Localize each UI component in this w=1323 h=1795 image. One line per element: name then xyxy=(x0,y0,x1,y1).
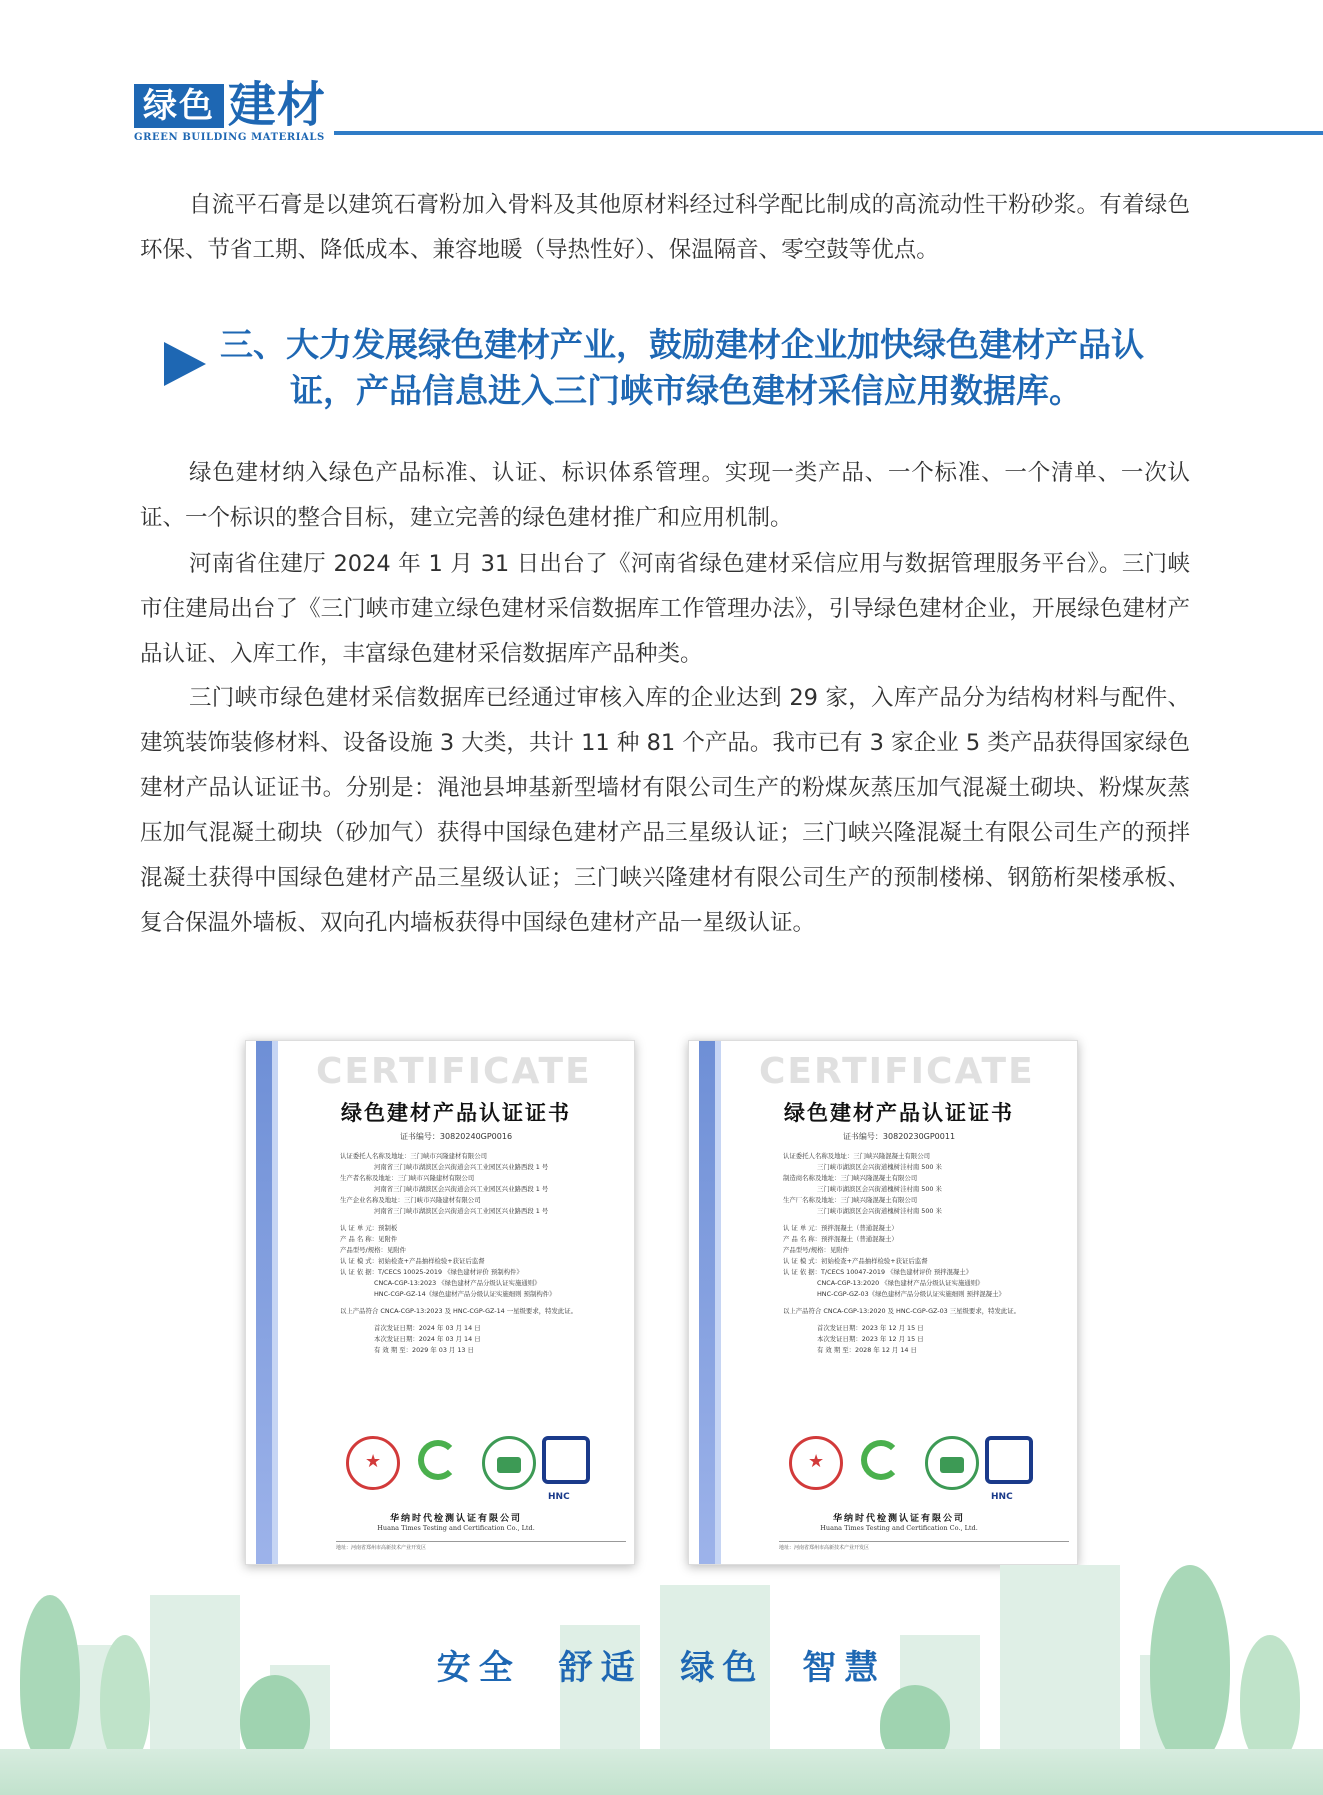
certificate-image xyxy=(688,1040,1078,1565)
certificate-line: 本次发证日期：2023 年 12 月 15 日 xyxy=(817,1335,924,1343)
hnc-logo-icon xyxy=(542,1436,590,1484)
certificate-line: 制造商名称及地址：三门峡兴隆混凝土有限公司 xyxy=(783,1174,918,1182)
certificate-band xyxy=(256,1041,272,1565)
certificate-line: 产品型号/规格：见附件 xyxy=(783,1246,850,1254)
body-paragraph: 三门峡市绿色建材采信数据库已经通过审核入库的企业达到 29 家，入库产品分为结构材料与配件、建筑装饰装修材料、设备设施 3 大类，共计 11 种 81 个产品。我市已有 3 家企业 5 类产品获得国家绿色建材产品认证证书。分别是：渑池县坤基新型墙材有限公司生产的粉煤灰蒸压加气混凝土砌块、粉煤灰蒸压加气混凝土砌块（砂加气）获得中国绿色建材产品三星级认证；三门峡兴隆混凝土有限公司生产的预拌混凝土获得中国绿色建材产品三星级认证；三门峡兴隆建材有限公司生产的预制楼梯、钢筋桁架楼承板、复合保温外墙板、双向孔内墙板获得中国绿色建材产品一星级认证。 xyxy=(140,685,1190,936)
green-product-logo-icon xyxy=(482,1436,536,1490)
certificate-line: 以上产品符合 CNCA-CGP-13:2020 及 HNC-CGP-GZ-03 三星级要求，特发此证。 xyxy=(783,1307,1021,1315)
certificate-line: 河南省三门峡市湖滨区会兴街道会兴工业园区兴业路西段 1 号 xyxy=(374,1207,549,1215)
certificate-line: 三门峡市湖滨区会兴街道槐树洼村南 500 米 xyxy=(817,1207,942,1215)
certificate-line: 三门峡市湖滨区会兴街道槐树洼村南 500 米 xyxy=(817,1185,942,1193)
body-paragraph: 河南省住建厅 2024 年 1 月 31 日出台了《河南省绿色建材采信应用与数据管理服务平台》。三门峡市住建局出台了《三门峡市建立绿色建材采信数据库工作管理办法》，引导绿色建材企业，开展绿色建材产品认证、入库工作，丰富绿色建材采信数据库产品种类。 xyxy=(140,551,1190,667)
certificate-seals xyxy=(789,1436,1029,1500)
certificate-image xyxy=(245,1040,635,1565)
hnc-logo-icon xyxy=(985,1436,1033,1484)
body-paragraph: 绿色建材纳入绿色产品标准、认证、标识体系管理。实现一类产品、一个标准、一个清单、一次认证、一个标识的整合目标，建立完善的绿色建材推广和应用机制。 xyxy=(140,460,1190,531)
certificate-line: 认 证 依 据：T/CECS 10047-2019 《绿色建材评价 预拌混凝土》 xyxy=(783,1268,973,1276)
certificate-line: 产 品 名 称：见附件 xyxy=(340,1235,398,1243)
certificate-details xyxy=(340,1151,610,1356)
certificate-line: 认证委托人名称及地址：三门峡兴隆混凝土有限公司 xyxy=(783,1152,930,1160)
certificate-issuer: 华纳时代检测认证有限公司 xyxy=(389,1514,522,1524)
green-product-logo-icon xyxy=(925,1436,979,1490)
certificate-line: 首次发证日期：2023 年 12 月 15 日 xyxy=(817,1324,924,1332)
certificate-footer: 地址：河南省郑州市高新技术产业开发区 xyxy=(779,1541,1069,1551)
certificate-line: 以上产品符合 CNCA-CGP-13:2023 及 HNC-CGP-GZ-14 一星级要求，特发此证。 xyxy=(340,1307,578,1315)
certificate-line: 生产企业名称及地址：三门峡市兴隆建材有限公司 xyxy=(340,1196,481,1204)
ground-strip xyxy=(0,1749,1323,1795)
certificate-details xyxy=(783,1151,1053,1356)
certificate-line: 认证委托人名称及地址：三门峡市兴隆建材有限公司 xyxy=(340,1152,487,1160)
logo-subtitle: GREEN BUILDING MATERIALS xyxy=(134,132,325,143)
certificate-band xyxy=(272,1041,278,1565)
cgp-logo-icon xyxy=(857,1436,907,1490)
certificate-issuer-en: Huana Times Testing and Certification Co., Ltd. xyxy=(377,1524,535,1532)
magazine-logo xyxy=(134,78,334,148)
certificate-seals xyxy=(346,1436,586,1500)
certificate-line: 河南省三门峡市湖滨区会兴街道会兴工业园区兴业路西段 1 号 xyxy=(374,1163,549,1171)
certificate-line: 三门峡市湖滨区会兴街道槐树洼村南 500 米 xyxy=(817,1163,942,1171)
certificate-line: 认 证 依 据：T/CECS 10025-2019 《绿色建材评价 预制构件》 xyxy=(340,1268,523,1276)
certificate-number: 证书编号：30820230GP0011 xyxy=(842,1132,956,1141)
certificate-line: 认 证 单 元：预拌混凝土（普通混凝土） xyxy=(783,1224,898,1232)
certificate-band xyxy=(715,1041,721,1565)
section-heading xyxy=(220,322,1200,414)
certificate-line: HNC-CGP-GZ-14《绿色建材产品分级认证实施细则 预制构件》 xyxy=(374,1290,556,1298)
certificate-number: 证书编号：30820240GP0016 xyxy=(399,1132,513,1141)
certificate-line: 有 效 期 至：2028 年 12 月 14 日 xyxy=(817,1346,917,1354)
red-seal-icon xyxy=(346,1436,400,1490)
certificate-line: 首次发证日期：2024 年 03 月 14 日 xyxy=(374,1324,481,1332)
cgp-logo-icon xyxy=(414,1436,464,1490)
certificate-watermark: CERTIFICATE xyxy=(316,1051,592,1092)
certificate-line: 河南省三门峡市湖滨区会兴街道会兴工业园区兴业路西段 1 号 xyxy=(374,1185,549,1193)
certificate-line: 生产厂名称及地址：三门峡兴隆混凝土有限公司 xyxy=(783,1196,918,1204)
logo-building-part: 建材 xyxy=(228,77,327,133)
certificate-issuer-en: Huana Times Testing and Certification Co., Ltd. xyxy=(820,1524,978,1532)
certificate-title: 绿色建材产品认证证书 xyxy=(784,1101,1014,1125)
red-seal-icon xyxy=(789,1436,843,1490)
certificate-line: 有 效 期 至：2029 年 03 月 13 日 xyxy=(374,1346,474,1354)
certificate-issuer: 华纳时代检测认证有限公司 xyxy=(832,1514,965,1524)
certificate-line: 认 证 模 式：初始检查+产品抽样检验+获证后监督 xyxy=(783,1257,928,1265)
certificate-title: 绿色建材产品认证证书 xyxy=(341,1101,571,1125)
section-arrow-icon xyxy=(164,342,206,386)
certificate-band xyxy=(699,1041,715,1565)
certificate-line: 产品型号/规格：见附件 xyxy=(340,1246,407,1254)
certificate-line: 生产者名称及地址：三门峡市兴隆建材有限公司 xyxy=(340,1174,475,1182)
certificate-line: 认 证 单 元：预制板 xyxy=(340,1224,398,1232)
intro-paragraph: 自流平石膏是以建筑石膏粉加入骨料及其他原材料经过科学配比制成的高流动性干粉砂浆。有着绿色环保、节省工期、降低成本、兼容地暖（导热性好）、保温隔音、零空鼓等优点。 xyxy=(140,192,1190,263)
certificate-watermark: CERTIFICATE xyxy=(759,1051,1035,1092)
footer-slogan: 安全 舒适 绿色 智慧 xyxy=(436,1648,887,1688)
certificate-line: CNCA-CGP-13:2020 《绿色建材产品分级认证实施通则》 xyxy=(817,1279,984,1287)
certificate-footer: 地址：河南省郑州市高新技术产业开发区 xyxy=(336,1541,626,1551)
section-heading-line2: 证，产品信息进入三门峡市绿色建材采信应用数据库。 xyxy=(290,371,1082,410)
header-rule xyxy=(334,131,1323,135)
certificate-line: 本次发证日期：2024 年 03 月 14 日 xyxy=(374,1335,481,1343)
certificate-line: 产 品 名 称：预拌混凝土（普通混凝土） xyxy=(783,1235,898,1243)
certificate-line: 认 证 模 式：初始检查+产品抽样检验+获证后监督 xyxy=(340,1257,485,1265)
certificate-line: HNC-CGP-GZ-03《绿色建材产品分级认证实施细则 预拌混凝土》 xyxy=(817,1290,1005,1298)
section-heading-line1: 三、大力发展绿色建材产业，鼓励建材企业加快绿色建材产品认 xyxy=(220,325,1144,364)
certificate-line: CNCA-CGP-13:2023 《绿色建材产品分级认证实施通则》 xyxy=(374,1279,541,1287)
logo-green-part: 绿色 xyxy=(134,84,224,128)
